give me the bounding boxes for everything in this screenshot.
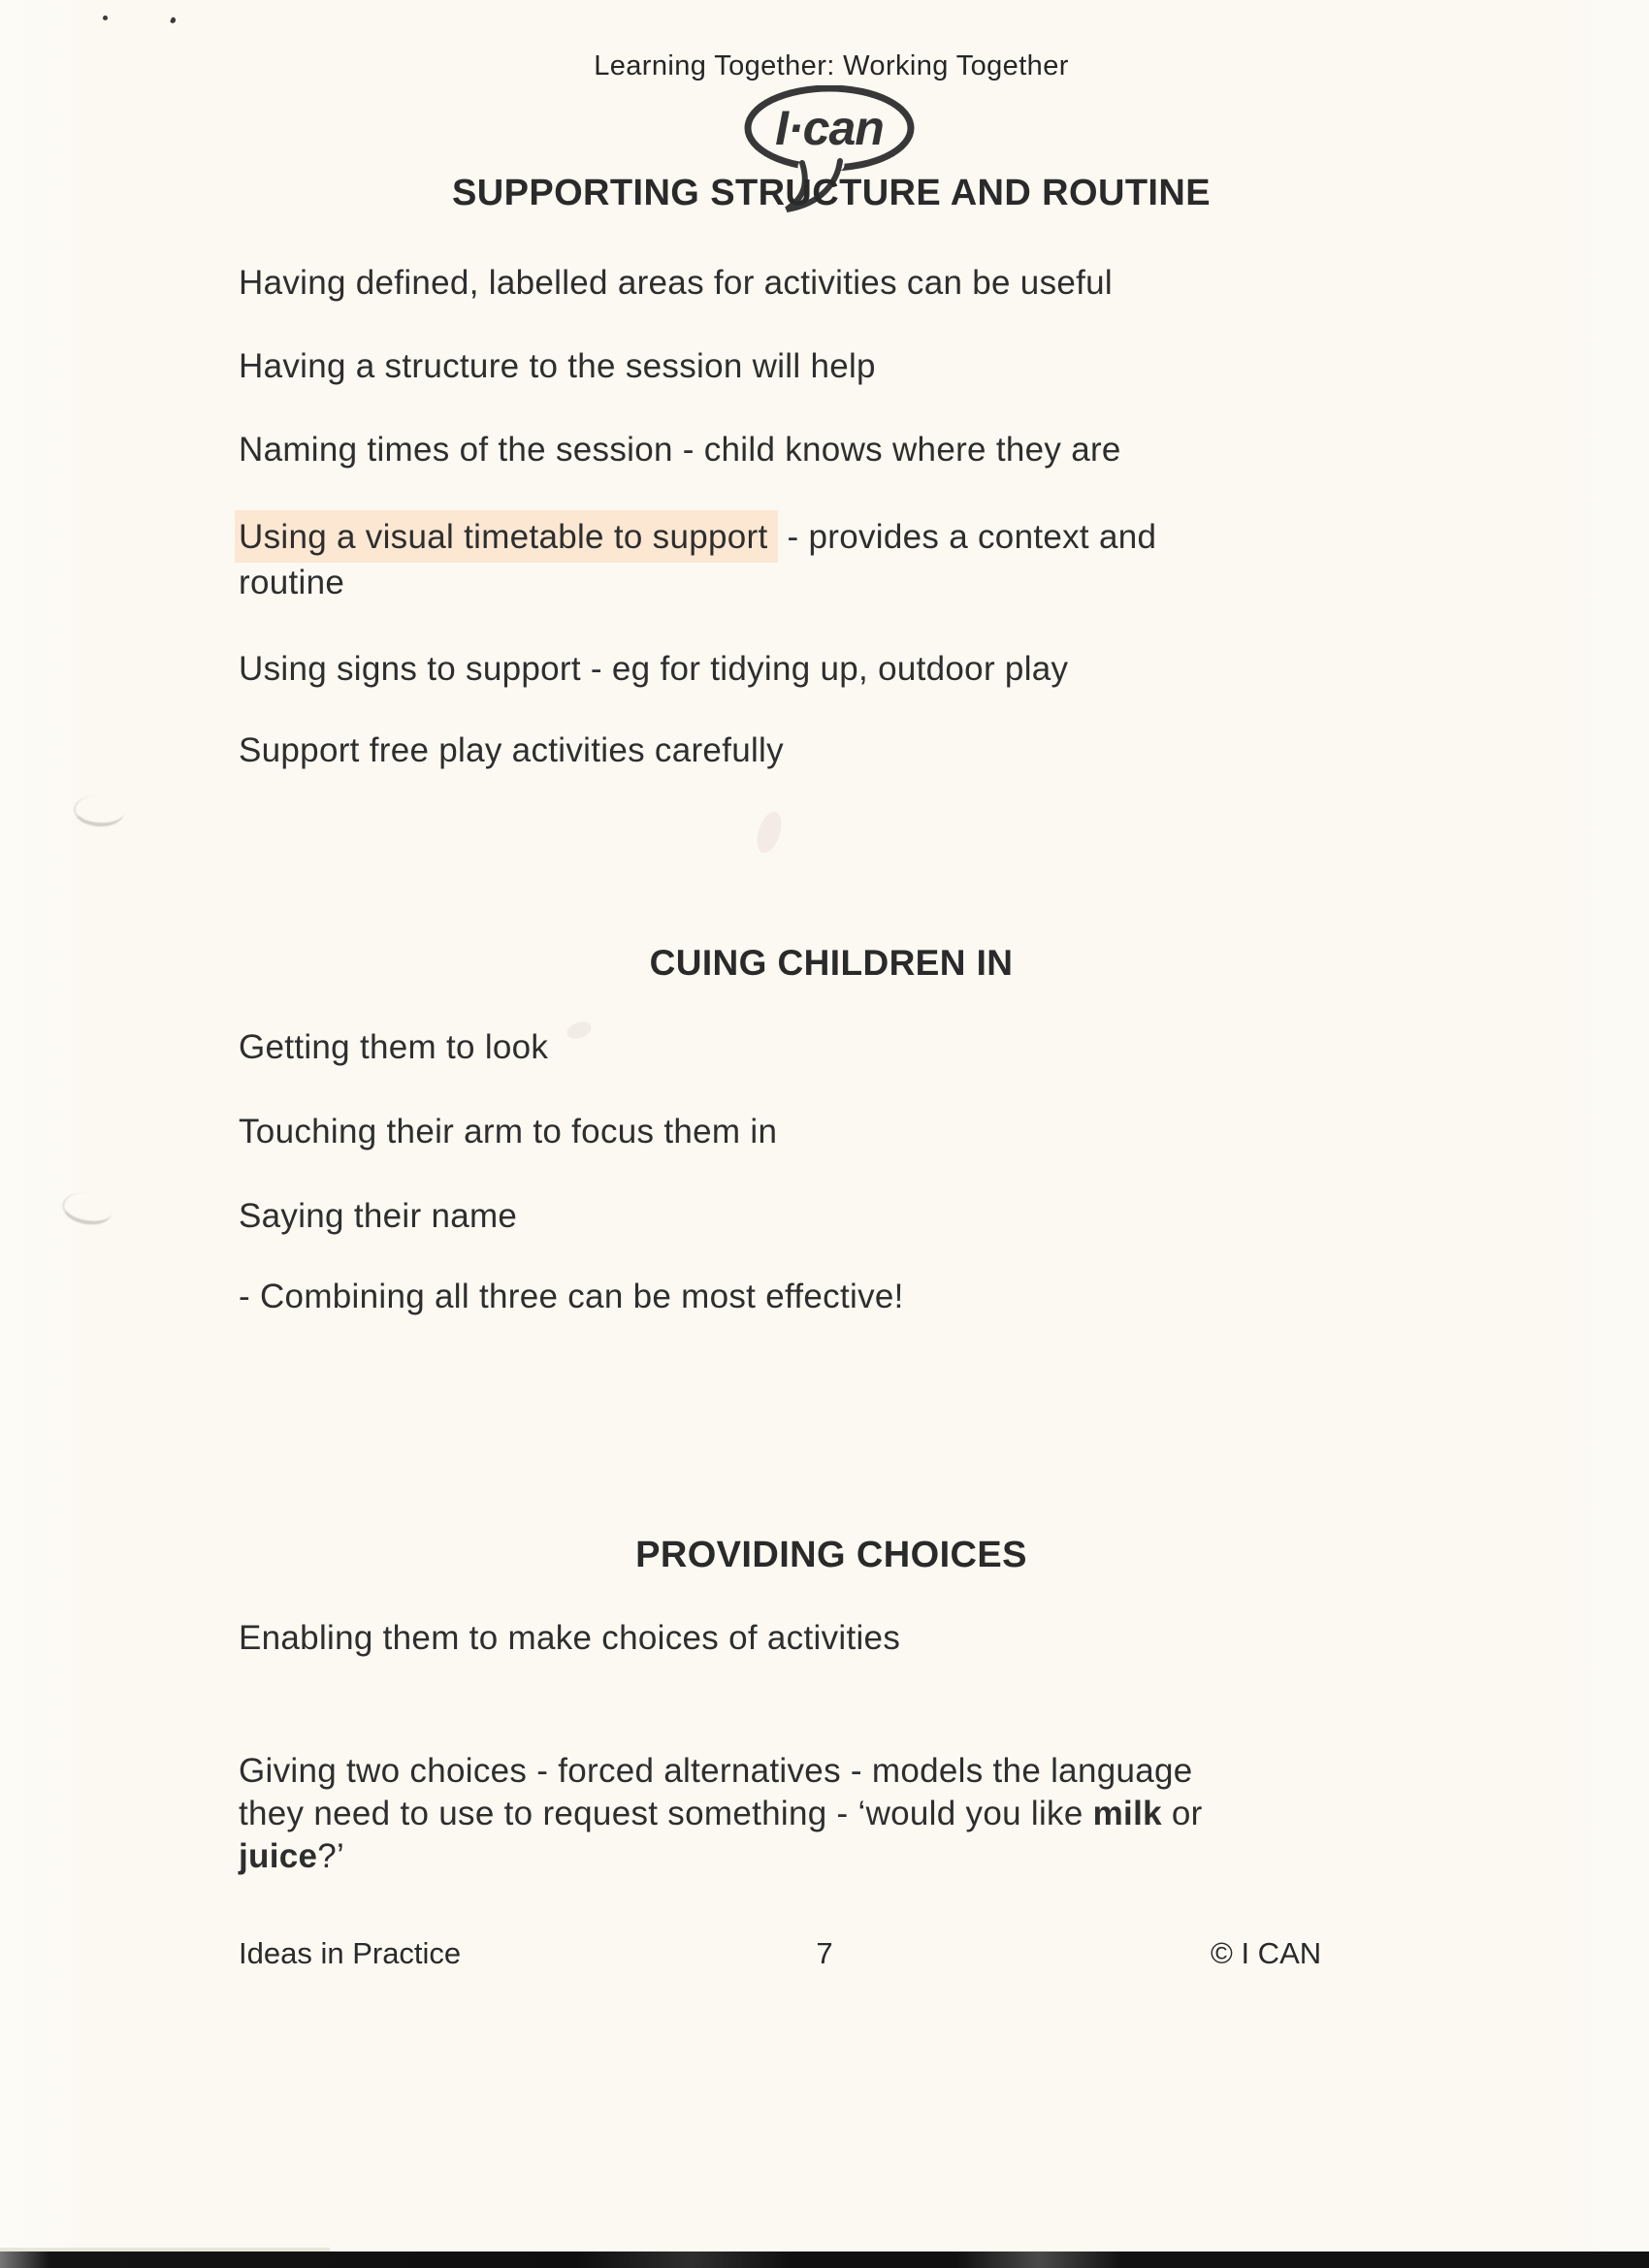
footer-copyright: © I CAN — [1211, 1936, 1322, 1970]
scan-speck — [170, 16, 177, 24]
paragraph-text: ?’ — [317, 1837, 345, 1875]
bullet-line: Having defined, labelled areas for activities can be useful — [239, 264, 1114, 302]
scan-speck — [103, 16, 108, 20]
paragraph-line — [239, 1795, 1203, 1833]
footer-document-title: Ideas in Practice — [239, 1936, 462, 1970]
section-heading-structure: SUPPORTING STRUCTURE AND ROUTINE — [452, 173, 1211, 213]
hole-punch-shadow — [60, 1189, 115, 1229]
document-header-title: Learning Together: Working Together — [594, 50, 1069, 81]
bullet-line: Saying their name — [239, 1197, 518, 1235]
paragraph-line: Giving two choices - forced alternatives - models the language — [239, 1752, 1193, 1790]
bullet-line: - Combining all three can be most effective! — [239, 1278, 904, 1315]
hole-punch-shadow — [73, 794, 125, 828]
logo-text: I·can — [775, 101, 884, 155]
highlighted-text: Using a visual timetable to support — [235, 510, 778, 563]
bullet-line: Support free play activities carefully — [239, 731, 784, 769]
paragraph-line — [239, 1837, 344, 1876]
bullet-line: Using signs to support - eg for tidying up, outdoor play — [239, 650, 1069, 688]
paragraph-text: they need to use to request something - ‘would you like — [239, 1795, 1093, 1832]
bullet-line: Having a structure to the session will help — [239, 347, 876, 385]
scan-smudge — [565, 1019, 594, 1042]
scan-smudge — [753, 809, 787, 857]
section-heading-cuing: CUING CHILDREN IN — [649, 943, 1014, 983]
bold-word-milk: milk — [1092, 1795, 1162, 1832]
footer-page-number: 7 — [816, 1936, 833, 1970]
bold-word-juice: juice — [239, 1837, 318, 1875]
highlight-line-rest: - provides a context and — [777, 518, 1157, 556]
bullet-line: Touching their arm to focus them in — [239, 1113, 778, 1150]
section-heading-choices: PROVIDING CHOICES — [635, 1535, 1027, 1575]
bullet-line: Enabling them to make choices of activities — [239, 1619, 901, 1657]
paragraph-text: or — [1161, 1795, 1203, 1832]
bullet-line: Naming times of the session - child knows where they are — [239, 431, 1121, 469]
bullet-line: Getting them to look — [239, 1028, 549, 1066]
bullet-line-continuation: routine — [239, 564, 345, 601]
scan-edge-bar — [0, 2252, 1649, 2268]
bullet-line-highlighted — [239, 518, 1156, 557]
